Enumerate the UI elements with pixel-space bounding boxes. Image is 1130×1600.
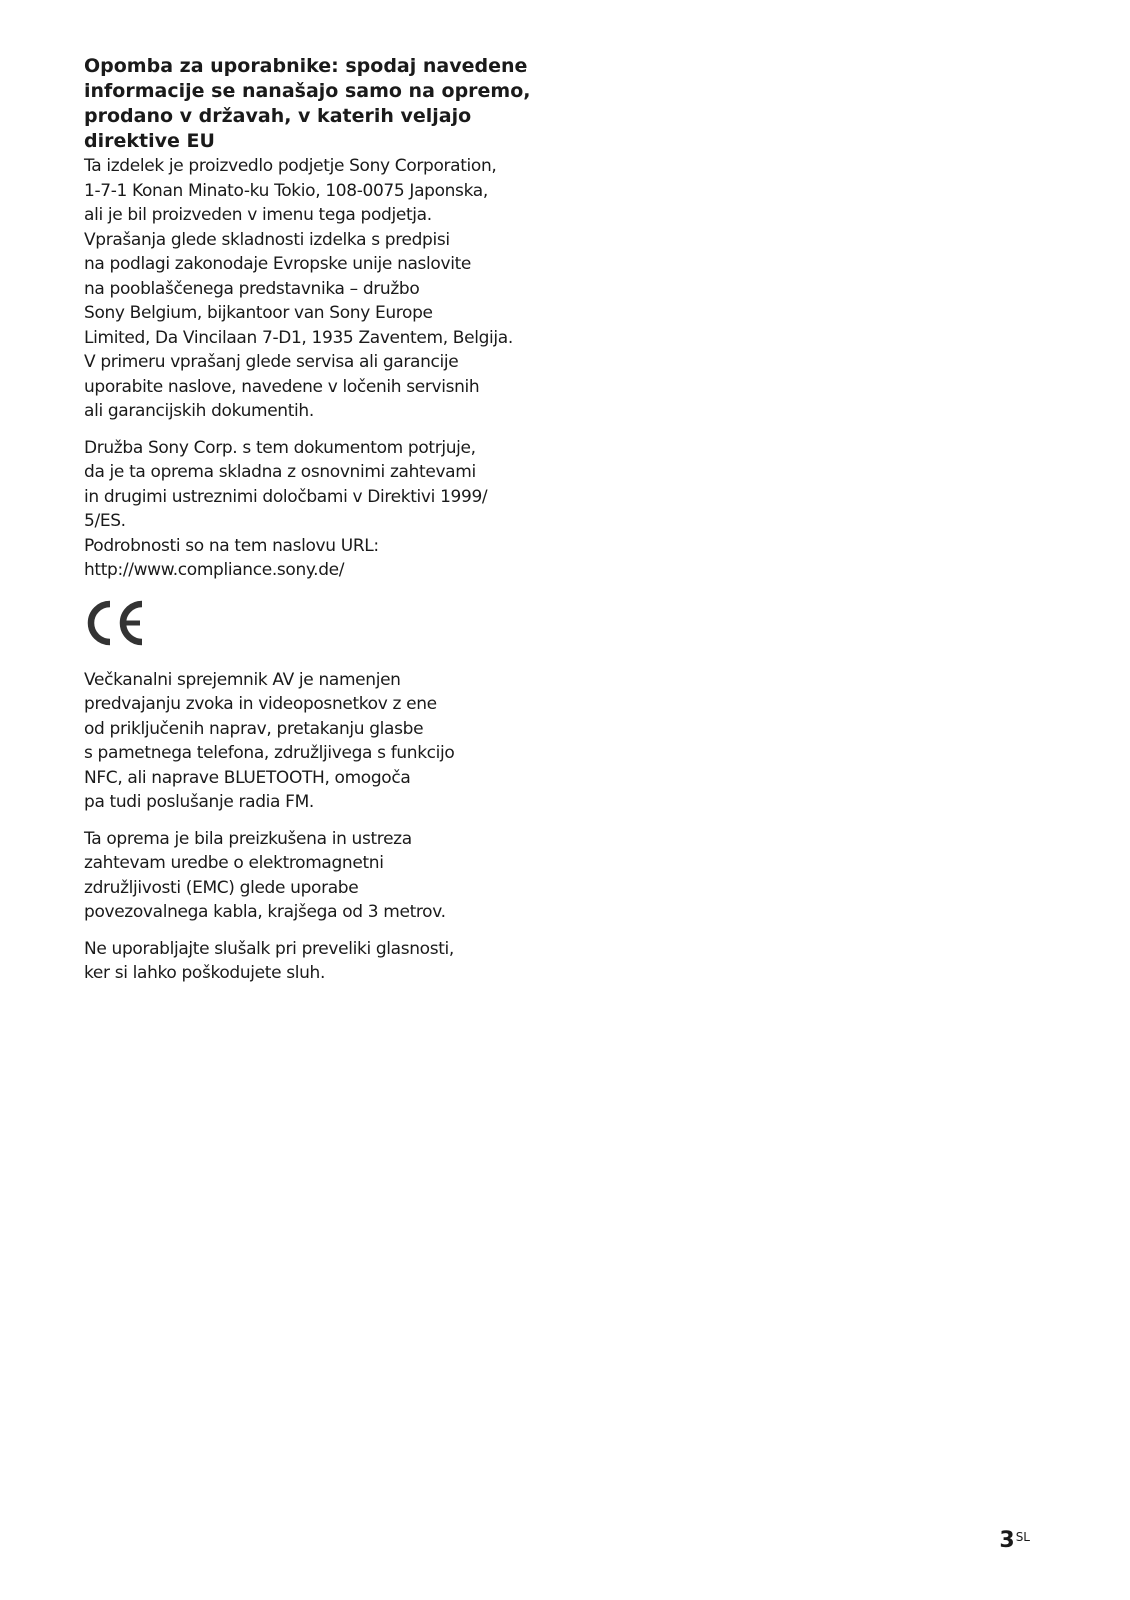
text-line: od priključenih naprav, pretakanju glasbe — [84, 718, 424, 739]
text-line: predvajanju zvoka in videoposnetkov z ene — [84, 694, 437, 714]
compliance-url: http://www.compliance.sony.de/ — [84, 560, 345, 580]
text-line: da je ta oprema skladna z osnovnimi zahtevami — [84, 462, 476, 482]
heading-line: informacije se nanašajo samo na opremo, — [84, 80, 531, 102]
text-line: Družba Sony Corp. s tem dokumentom potrjuje, — [84, 437, 476, 458]
text-line: Večkanalni sprejemnik AV je namenjen — [84, 669, 401, 690]
text-line: Ta oprema je bila preizkušena in ustreza — [84, 828, 412, 849]
text-line: na podlagi zakonodaje Evropske unije naslovite — [84, 254, 471, 274]
section-heading — [84, 54, 554, 154]
text-line: Ne uporabljajte slušalk pri preveliki glasnosti, — [84, 938, 454, 959]
paragraph-gap — [84, 424, 554, 436]
heading-line: direktive EU — [84, 130, 215, 152]
emc-paragraph — [84, 827, 554, 925]
text-line: Ta izdelek je proizvedlo podjetje Sony Corporation, — [84, 156, 497, 176]
text-line: povezovalnega kabla, krajšega od 3 metrov. — [84, 902, 446, 922]
text-line: ker si lahko poškodujete sluh. — [84, 963, 326, 983]
text-line: s pametnega telefona, združljivega s funkcijo — [84, 743, 455, 763]
hearing-warning-paragraph — [84, 937, 554, 986]
heading-line: Opomba za uporabnike: spodaj navedene — [84, 55, 528, 77]
heading-line: prodano v državah, v katerih veljajo — [84, 105, 472, 127]
text-line: pa tudi poslušanje radia FM. — [84, 792, 314, 812]
declaration-paragraph — [84, 436, 554, 583]
text-line: 1-7-1 Konan Minato-ku Tokio, 108-0075 Japonska, — [84, 180, 488, 201]
text-line: V primeru vprašanj glede servisa ali garancije — [84, 352, 459, 372]
page-number-value: 3 — [999, 1528, 1015, 1553]
page-number — [999, 1528, 1030, 1553]
ce-mark-svg — [84, 600, 146, 646]
text-line: Vprašanja glede skladnosti izdelka s predpisi — [84, 229, 450, 250]
text-line: Podrobnosti so na tem naslovu URL: — [84, 535, 379, 556]
purpose-paragraph — [84, 668, 554, 815]
paragraph-gap — [84, 815, 554, 827]
text-line: in drugimi ustreznimi določbami v Direktivi 1999/ — [84, 486, 488, 507]
text-line: ali garancijskih dokumentih. — [84, 401, 314, 421]
text-line: uporabite naslove, navedene v ločenih servisnih — [84, 376, 480, 397]
text-line: zahtevam uredbe o elektromagnetni — [84, 853, 384, 873]
paragraph-gap — [84, 925, 554, 937]
ce-mark-icon — [84, 600, 154, 648]
text-line: Sony Belgium, bijkantoor van Sony Europe — [84, 303, 433, 323]
text-line: združljivosti (EMC) glede uporabe — [84, 877, 359, 898]
manufacturer-paragraph — [84, 154, 554, 424]
page-language-code: SL — [1015, 1529, 1030, 1544]
text-line: 5/ES. — [84, 511, 126, 531]
text-line: na pooblaščenega predstavnika – družbo — [84, 278, 420, 299]
text-line: ali je bil proizveden v imenu tega podjetja. — [84, 205, 432, 225]
text-line: Limited, Da Vincilaan 7-D1, 1935 Zaventem, Belgija. — [84, 327, 513, 348]
text-line: NFC, ali naprave BLUETOOTH, omogoča — [84, 767, 411, 788]
content-column — [84, 54, 554, 986]
